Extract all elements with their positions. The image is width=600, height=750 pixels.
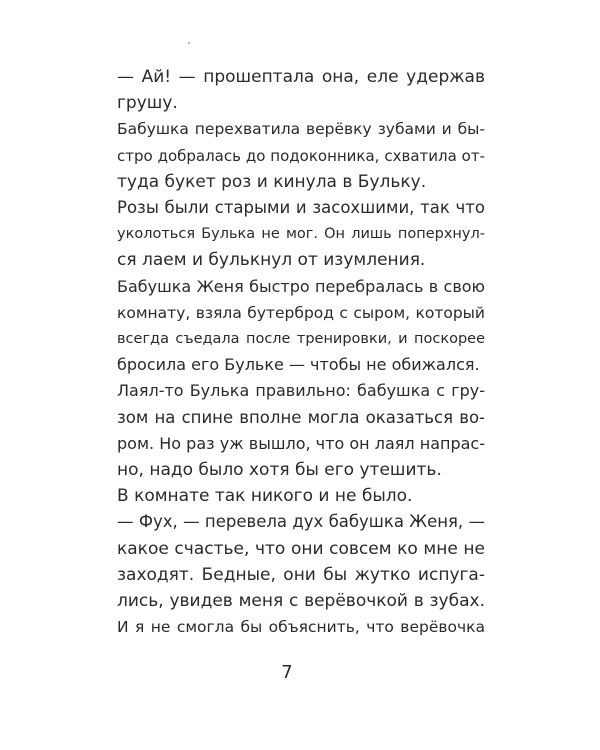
text-line: Розы были старыми и засохшими, так что	[117, 198, 485, 218]
page-number	[0, 662, 600, 683]
text-line: зом на спине вполне могла оказаться во-	[117, 407, 485, 427]
text-line: комнату, взяла бутерброд с сыром, который	[117, 303, 485, 322]
text-line: уколоться Булька не мог. Он лишь поперхнул-	[117, 226, 485, 243]
paragraph	[117, 274, 485, 379]
paragraph	[117, 195, 485, 274]
paragraph	[117, 378, 485, 483]
paragraph	[117, 116, 485, 195]
text-line: заходят. Бедные, они бы жутко испуга-	[117, 564, 485, 585]
text-line: ром. Но раз уж вышло, что он лаял напрас-	[117, 433, 485, 453]
text-line: Бабушка перехватила верёвку зубами и бы-	[117, 120, 485, 139]
text-line: всегда съедала после тренировки, и поскорее	[117, 331, 485, 348]
text-line: И я не смогла бы объяснить, что верёвочка	[117, 618, 485, 637]
text-line: — Фух, — перевела дух бабушка Женя, —	[117, 512, 485, 532]
text-line: стро добралась до подоконника, схватила от-	[117, 146, 485, 165]
text-line: какое счастье, что они совсем ко мне не	[117, 538, 485, 559]
text-line: туда букет роз и кинула в Бульку.	[117, 171, 427, 192]
paragraph	[117, 483, 485, 509]
paragraph	[117, 509, 485, 640]
text-line: но, надо было хотя бы его утешить.	[117, 460, 442, 481]
print-speck	[188, 42, 190, 44]
text-line: — Ай! — прошептала она, еле удержав	[117, 67, 485, 87]
text-line: Бабушка Женя быстро перебралась в свою	[117, 276, 485, 296]
page-number-text: 7	[281, 662, 293, 683]
text-line: бросила его Бульке — чтобы не обижался.	[117, 355, 480, 375]
text-line: лись, увидев меня с верёвочкой в зубах.	[117, 591, 485, 612]
paragraph	[117, 64, 485, 116]
text-line: ся лаем и булькнул от изумления.	[117, 250, 426, 271]
text-line: В комнате так никого и не было.	[117, 486, 413, 507]
text-line: грушу.	[117, 93, 178, 114]
body-text	[117, 64, 485, 640]
text-line: Лаял-то Булька правильно: бабушка с гру-	[117, 381, 485, 401]
